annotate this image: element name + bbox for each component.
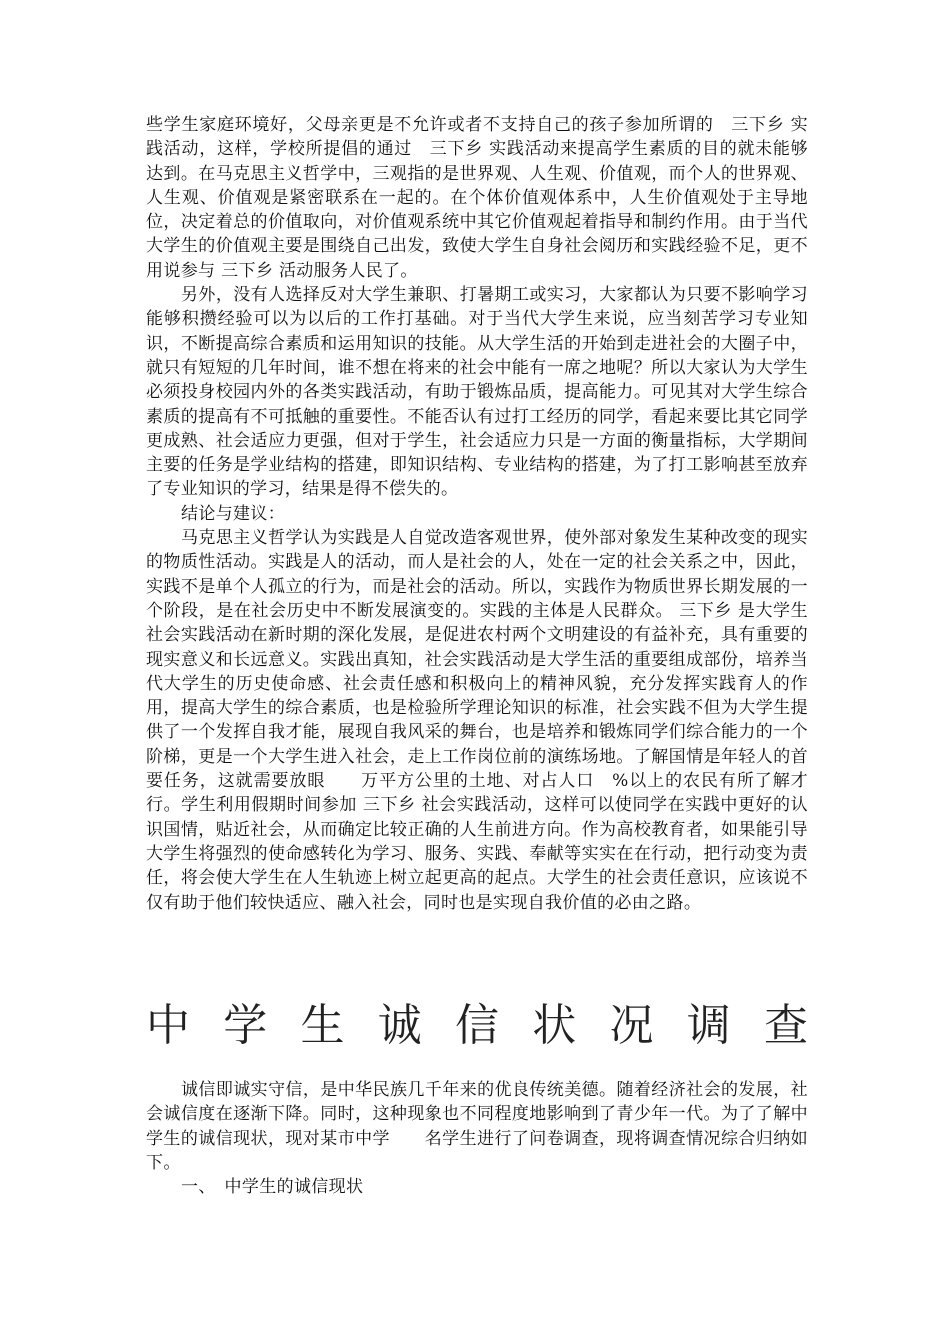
conclusion-heading: 结论与建议： — [181, 503, 286, 524]
title-char: 调 — [686, 1000, 731, 1051]
paragraph: 另外，没有人选择反对大学生兼职、打暑期工或实习，大家都认为只要不影响学习能够积攒经验可以为以后的工作打基础。对于当代大学生来说，应当刻苦学习专业知识，不断提高综合素质和运用知识的技能。从大学生活的开始到走进社会的大圈子中，就只有短短的几年时间，谁不想在将来的社会中能有一席之地呢？所以大家认为大学生必须投身校园内外的各类实践活动，有助于锻炼品质，提高能力。可见其对大学生综合素质的提高有不可抵触的重要性。不能否认有过打工经历的同学，看起来要比其它同学更成熟、社会适应力更强，但对于学生，社会适应力只是一方面的衡量指标，大学期间主要的任务是学业结构的搭建，即知识结构、专业结构的搭建，为了打工影响甚至放弃了专业知识的学习，结果是得不偿失的。 — [146, 285, 808, 500]
title-char: 信 — [455, 1000, 499, 1051]
survey-title — [146, 996, 808, 1056]
title-char: 诚 — [377, 1000, 422, 1051]
title-char: 查 — [764, 1000, 808, 1051]
paragraph: 些学生家庭环境好，父母亲更是不允许或者不支持自己的孩子参加所谓的 三下乡 实践活动，这样，学校所提倡的通过 三下乡 实践活动来提高学生素质的目的就未能够达到。在马克思主义哲学中，三观指的是世界观、人生观、价值观，而个人的世界观、人生观、价值观是紧密联系在一起的。在个体价值观体系中，人生价值观处于主导地位，决定着总的价值取向，对价值观系统中其它价值观起着指导和制约作用。由于当代大学生的价值观主要是围绕自己出发，致使大学生自身社会阅历和实践经验不足，更不用说参与 三下乡 活动服务人民了。 — [146, 115, 808, 281]
paragraph: 马克思主义哲学认为实践是人自觉改造客观世界，使外部对象发生某种改变的现实的物质性活动。实践是人的活动，而人是社会的人，处在一定的社会关系之中，因此，实践不是单个人孤立的行为，而是社会的活动。所以，实践作为物质世界长期发展的一个阶段，是在社会历史中不断发展演变的。实践的主体是人民群众。 三下乡 是大学生社会实践活动在新时期的深化发展，是促进农村两个文明建设的有益补充，具有重要的现实意义和长远意义。实践出真知，社会实践活动是大学生活的重要组成部份，培养当代大学生的历史使命感、社会责任感和积极向上的精神风貌，充分发挥实践育人的作用，提高大学生的综合素质，也是检验所学理论知识的标准，社会实践不但为大学生提供了一个发挥自我才能，展现自我风采的舞台，也是培养和锻炼同学们综合能力的一个阶梯，更是一个大学生进入社会，走上工作岗位前的演练场地。了解国情是年轻人的首要任务，这就需要放眼 万平方公里的土地、对占人口 %以上的农民有所了解才行。学生利用假期时间参加 三下乡 社会实践活动，这样可以使同学在实践中更好的认识国情，贴近社会，从而确定比较正确的人生前进方向。作为高校教育者，如果能引导大学生将强烈的使命感转化为学习、服务、实践、奉献等实实在在行动，把行动变为责任，将会使大学生在人生轨迹上树立起更高的起点。大学生的社会责任意识，应该说不仅有助于他们较快适应、融入社会，同时也是实现自我价值的必由之路。 — [146, 528, 808, 913]
title-char: 况 — [609, 1000, 654, 1051]
essay-continuation — [146, 113, 808, 915]
title-char: 学 — [223, 1000, 268, 1051]
title-char: 生 — [300, 1000, 345, 1051]
survey-body — [146, 1078, 808, 1199]
title-char: 状 — [532, 1000, 577, 1051]
section-heading-1: 一、 中学生的诚信现状 — [181, 1177, 364, 1198]
title-char: 中 — [146, 1000, 190, 1051]
paragraph: 诚信即诚实守信，是中华民族几千年来的优良传统美德。随着经济社会的发展，社会诚信度在逐渐下降。同时，这种现象也不同程度地影响到了青少年一代。为了了解中学生的诚信现状，现对某市中学 名学生进行了问卷调查，现将调查情况综合归纳如下。 — [146, 1080, 808, 1173]
